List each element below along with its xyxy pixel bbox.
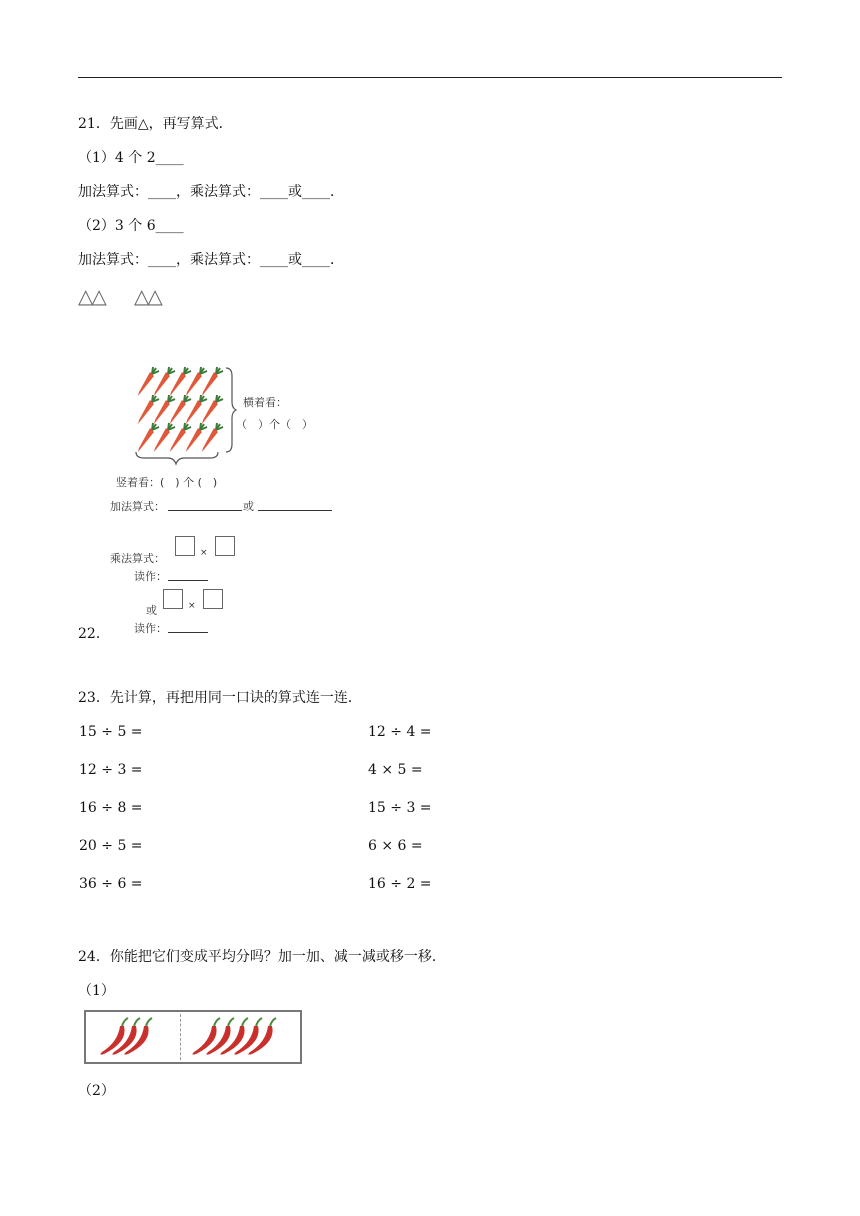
- q23-left-expr: 36 ÷ 6 =: [79, 876, 143, 892]
- carrot-grid: [128, 362, 238, 472]
- mul-box-2: [215, 536, 235, 556]
- mul-box-4: [203, 589, 223, 609]
- q21-part1: （1）4 个 2____: [78, 150, 184, 166]
- add-blank-1: [168, 498, 242, 511]
- heng-label: 横着看：: [243, 396, 287, 409]
- mul-times-1: ×: [200, 548, 208, 558]
- chili-peppers: [86, 1012, 300, 1062]
- read-blank-2: [168, 620, 208, 633]
- q21-part2: （2）3 个 6____: [78, 218, 184, 234]
- q23-left-expr: 16 ÷ 8 =: [79, 800, 143, 816]
- add-blank-2: [258, 498, 332, 511]
- q23-left-expr: 15 ÷ 5 =: [79, 724, 143, 740]
- header-rule: [78, 77, 782, 78]
- q23-left-expr: 12 ÷ 3 =: [79, 762, 143, 778]
- chili-box: [84, 1010, 302, 1064]
- read-blank-1: [168, 568, 208, 581]
- q22-number: 22．: [78, 626, 110, 642]
- q21-triangles-b: △△: [134, 284, 161, 308]
- q23-left-expr: 20 ÷ 5 =: [79, 838, 143, 854]
- add-or: 或: [243, 500, 254, 513]
- q21-part1-formula: 加法算式：____，乘法算式：____或____．: [78, 184, 344, 200]
- q24-title: 24．你能把它们变成平均分吗？加一加、减一减或移一移．: [78, 949, 446, 965]
- q23-right-expr: 15 ÷ 3 =: [368, 800, 432, 816]
- q24-part1: （1）: [78, 983, 115, 999]
- chili-icon: [124, 1018, 152, 1055]
- or-label: 或: [146, 604, 157, 617]
- q23-right-expr: 4 × 5 =: [368, 762, 423, 778]
- add-label: 加法算式：: [110, 500, 165, 513]
- q21-triangles-a: △△: [78, 284, 105, 308]
- read-label: 读作：: [134, 570, 167, 583]
- q23-right-expr: 12 ÷ 4 =: [368, 724, 432, 740]
- read-label-2: 读作：: [134, 622, 167, 635]
- q21-title: 21．先画△，再写算式．: [78, 116, 233, 132]
- q23-right-expr: 6 × 6 =: [368, 838, 423, 854]
- q21-part2-formula: 加法算式：____，乘法算式：____或____．: [78, 252, 344, 268]
- mul-box-3: [163, 589, 183, 609]
- q24-part2: （2）: [78, 1083, 115, 1099]
- shu-label: 竖着看：( ) 个 ( ): [116, 476, 218, 489]
- mul-box-1: [175, 536, 195, 556]
- mul-times-2: ×: [188, 601, 196, 611]
- heng-blank: （ ）个（ ）: [236, 418, 313, 431]
- q23-right-expr: 16 ÷ 2 =: [368, 876, 432, 892]
- q23-title: 23．先计算，再把用同一口诀的算式连一连．: [78, 690, 362, 706]
- mul-label: 乘法算式：: [110, 552, 165, 565]
